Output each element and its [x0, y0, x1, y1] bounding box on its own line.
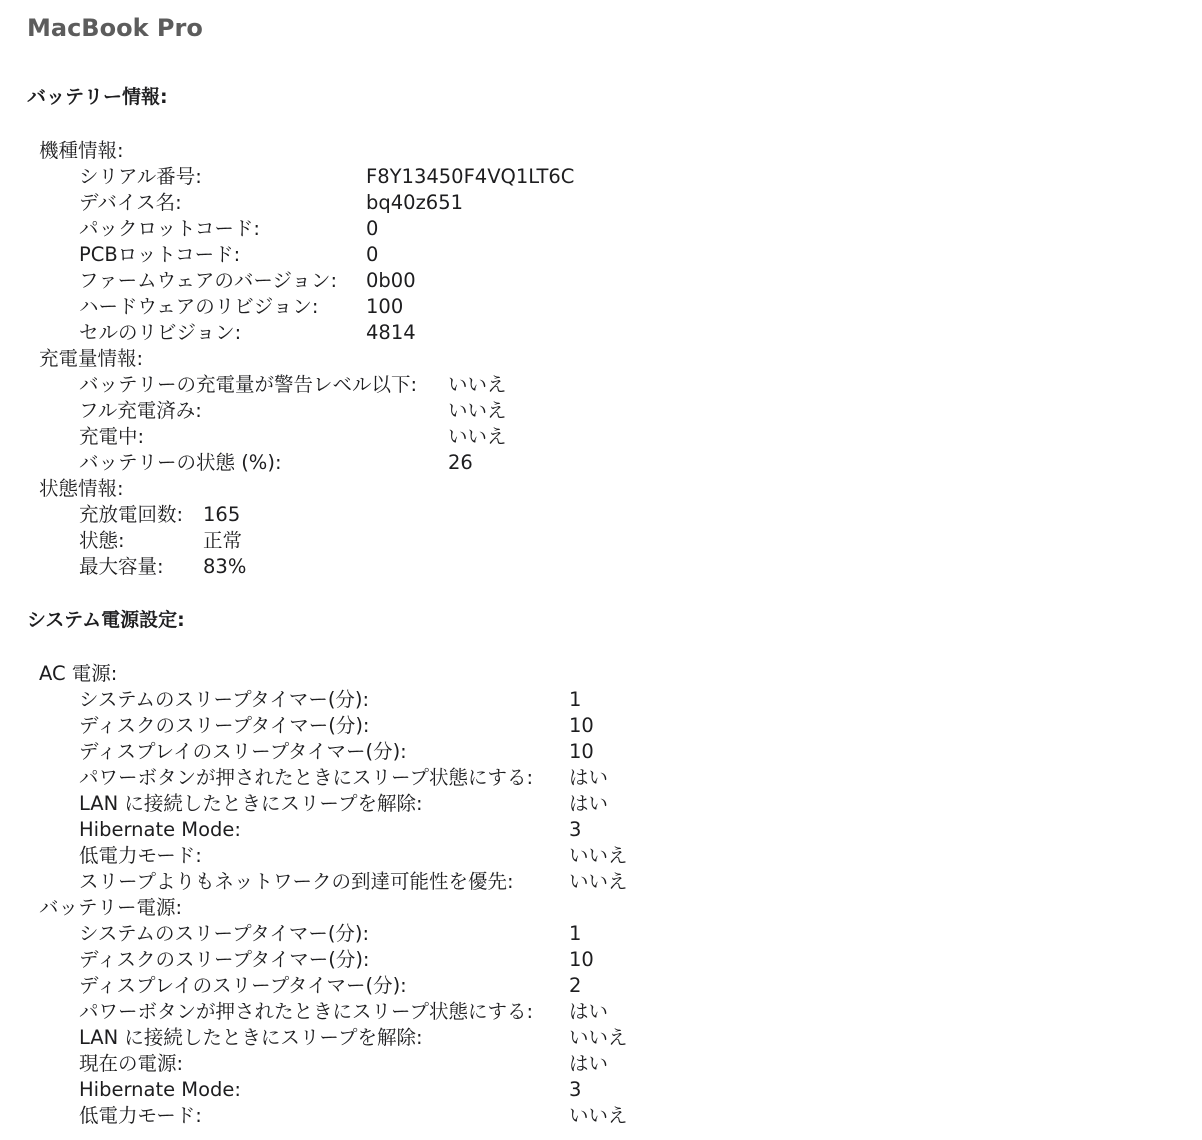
- row-key: ディスクのスリープタイマー(分):: [79, 714, 370, 737]
- row-key: パワーボタンが押されたときにスリープ状態にする:: [79, 1000, 534, 1023]
- row-value: 10: [569, 948, 594, 971]
- battery-power-label: バッテリー電源:: [39, 896, 183, 919]
- row-value: はい: [569, 792, 609, 815]
- row-value: 4814: [366, 321, 416, 344]
- row-key: 現在の電源:: [79, 1052, 184, 1075]
- power-section-title: システム電源設定:: [27, 609, 185, 631]
- row-key: ハードウェアのリビジョン:: [79, 295, 319, 318]
- row-value: はい: [569, 1000, 609, 1023]
- row-key: LAN に接続したときにスリープを解除:: [79, 792, 423, 815]
- row-key: システムのスリープタイマー(分):: [79, 688, 370, 711]
- row-value: いいえ: [569, 1104, 628, 1127]
- row-value: いいえ: [448, 373, 507, 396]
- info-row-cell-revision: [39, 320, 416, 346]
- row-value: 83%: [203, 555, 247, 578]
- setting-row-low-power-mode: [39, 1103, 628, 1129]
- info-row-hardware-revision: [39, 294, 404, 320]
- info-row-pcb-lot-code: [39, 242, 379, 268]
- setting-row-network-over-sleep: [39, 869, 628, 895]
- row-value: 2: [569, 974, 582, 997]
- ac-power-label: AC 電源:: [39, 662, 118, 685]
- row-key: スリープよりもネットワークの到達可能性を優先:: [79, 870, 514, 893]
- health-info-label: 状態情報:: [39, 477, 124, 500]
- row-key: 状態:: [79, 529, 125, 552]
- row-value: 0b00: [366, 269, 416, 292]
- row-value: 正常: [203, 529, 243, 552]
- row-key: パックロットコード:: [79, 217, 260, 240]
- row-key: バッテリーの状態 (%):: [79, 451, 282, 474]
- row-key: 低電力モード:: [79, 844, 202, 867]
- info-row-serial-number: [39, 164, 575, 190]
- setting-row-hibernate-mode: [39, 817, 582, 843]
- row-key: 最大容量:: [79, 555, 164, 578]
- row-value: 10: [569, 714, 594, 737]
- info-row-condition: [39, 528, 243, 554]
- charge-info-label: 充電量情報:: [39, 347, 144, 370]
- setting-row-low-power-mode: [39, 843, 628, 869]
- setting-row-disk-sleep: [39, 947, 594, 973]
- row-value: はい: [569, 1052, 609, 1075]
- setting-row-wake-on-lan: [39, 791, 609, 817]
- battery-section-title: バッテリー情報:: [27, 86, 168, 108]
- setting-row-system-sleep: [39, 921, 582, 947]
- row-key: シリアル番号:: [79, 165, 202, 188]
- battery-power-group: [39, 895, 628, 1129]
- row-value: いいえ: [569, 1026, 628, 1049]
- row-key: システムのスリープタイマー(分):: [79, 922, 370, 945]
- info-row-charging: [39, 424, 507, 450]
- setting-row-power-button-sleep: [39, 999, 609, 1025]
- row-key: Hibernate Mode:: [79, 818, 241, 841]
- health-info-group: [39, 476, 247, 580]
- row-value: bq40z651: [366, 191, 464, 214]
- row-value: 3: [569, 1078, 582, 1101]
- ac-power-group: [39, 661, 628, 895]
- setting-row-power-button-sleep: [39, 765, 609, 791]
- row-key: フル充電済み:: [79, 399, 202, 422]
- row-value: 1: [569, 688, 582, 711]
- info-row-below-warning-level: [39, 372, 507, 398]
- setting-row-disk-sleep: [39, 713, 594, 739]
- row-key: ファームウェアのバージョン:: [79, 269, 338, 292]
- row-value: 1: [569, 922, 582, 945]
- row-key: PCBロットコード:: [79, 243, 241, 266]
- info-row-maximum-capacity: [39, 554, 247, 580]
- info-row-device-name: [39, 190, 464, 216]
- setting-row-wake-on-lan: [39, 1025, 628, 1051]
- row-value: いいえ: [448, 425, 507, 448]
- row-value: 165: [203, 503, 241, 526]
- row-key: パワーボタンが押されたときにスリープ状態にする:: [79, 766, 534, 789]
- info-row-cycle-count: [39, 502, 241, 528]
- charge-info-group: [39, 346, 507, 476]
- setting-row-display-sleep: [39, 973, 582, 999]
- row-value: いいえ: [569, 870, 628, 893]
- row-key: 充放電回数:: [79, 503, 184, 526]
- row-key: ディスプレイのスリープタイマー(分):: [79, 740, 407, 763]
- row-value: F8Y13450F4VQ1LT6C: [366, 165, 575, 188]
- model-info-label: 機種情報:: [39, 139, 124, 162]
- row-key: 充電中:: [79, 425, 145, 448]
- row-value: 26: [448, 451, 473, 474]
- info-row-pack-lot-code: [39, 216, 379, 242]
- row-value: 3: [569, 818, 582, 841]
- info-row-firmware-version: [39, 268, 416, 294]
- setting-row-hibernate-mode: [39, 1077, 582, 1103]
- row-key: 低電力モード:: [79, 1104, 202, 1127]
- row-value: 10: [569, 740, 594, 763]
- row-value: いいえ: [569, 844, 628, 867]
- row-key: バッテリーの充電量が警告レベル以下:: [79, 373, 418, 396]
- info-row-fully-charged: [39, 398, 507, 424]
- row-value: 0: [366, 217, 379, 240]
- row-key: LAN に接続したときにスリープを解除:: [79, 1026, 423, 1049]
- row-key: デバイス名:: [79, 191, 182, 214]
- setting-row-system-sleep: [39, 687, 582, 713]
- setting-row-display-sleep: [39, 739, 594, 765]
- row-key: ディスクのスリープタイマー(分):: [79, 948, 370, 971]
- row-key: ディスプレイのスリープタイマー(分):: [79, 974, 407, 997]
- row-key: セルのリビジョン:: [79, 321, 242, 344]
- row-key: Hibernate Mode:: [79, 1078, 241, 1101]
- info-row-state-of-charge: [39, 450, 473, 476]
- setting-row-current-power-source: [39, 1051, 609, 1077]
- row-value: はい: [569, 766, 609, 789]
- row-value: 0: [366, 243, 379, 266]
- row-value: 100: [366, 295, 404, 318]
- device-title: MacBook Pro: [27, 14, 203, 42]
- model-info-group: [39, 138, 575, 346]
- row-value: いいえ: [448, 399, 507, 422]
